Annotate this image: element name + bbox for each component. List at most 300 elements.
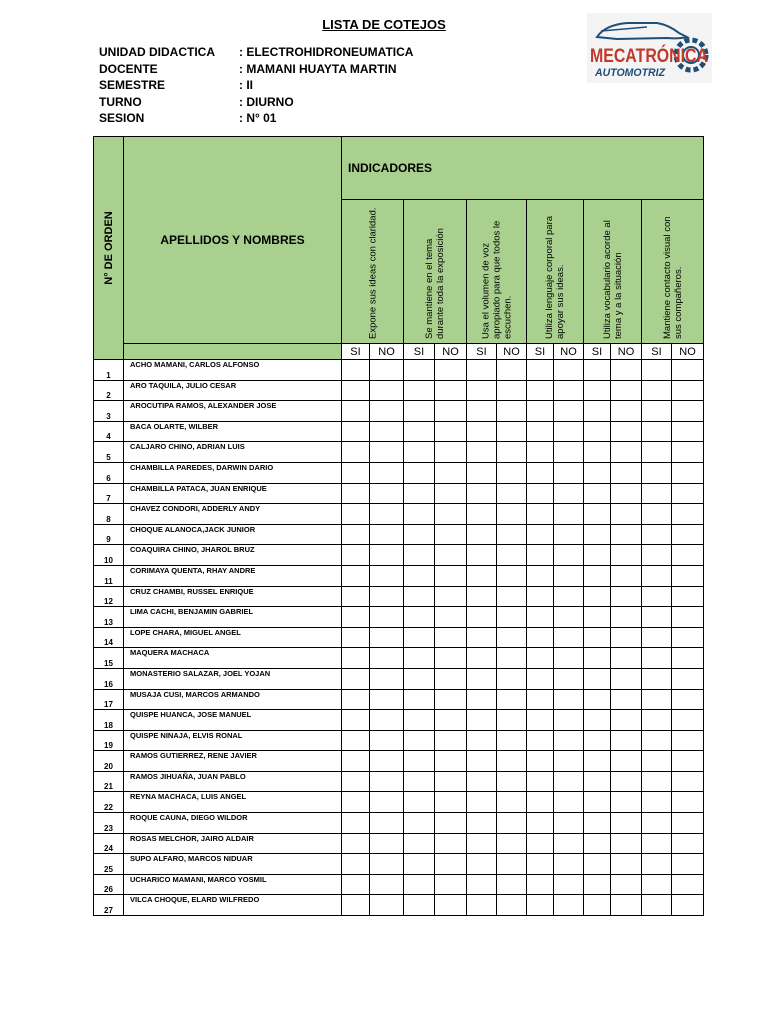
no-checkbox-cell[interactable] [611, 442, 642, 463]
no-checkbox-cell[interactable] [435, 833, 467, 854]
si-checkbox-cell[interactable] [642, 545, 672, 566]
no-checkbox-cell[interactable] [370, 668, 404, 689]
no-checkbox-cell[interactable] [554, 586, 584, 607]
no-checkbox-cell[interactable] [497, 607, 527, 628]
no-checkbox-cell[interactable] [672, 895, 704, 916]
no-checkbox-cell[interactable] [611, 689, 642, 710]
si-checkbox-cell[interactable] [584, 854, 611, 875]
si-checkbox-cell[interactable] [584, 813, 611, 834]
si-checkbox-cell[interactable] [584, 565, 611, 586]
si-checkbox-cell[interactable] [584, 627, 611, 648]
si-checkbox-cell[interactable] [642, 710, 672, 731]
si-checkbox-cell[interactable] [467, 710, 497, 731]
si-checkbox-cell[interactable] [642, 689, 672, 710]
no-checkbox-cell[interactable] [370, 504, 404, 525]
no-checkbox-cell[interactable] [435, 710, 467, 731]
si-checkbox-cell[interactable] [467, 607, 497, 628]
si-checkbox-cell[interactable] [467, 565, 497, 586]
no-checkbox-cell[interactable] [435, 730, 467, 751]
si-checkbox-cell[interactable] [342, 792, 370, 813]
si-checkbox-cell[interactable] [342, 627, 370, 648]
no-checkbox-cell[interactable] [554, 401, 584, 422]
si-checkbox-cell[interactable] [404, 854, 435, 875]
no-checkbox-cell[interactable] [497, 668, 527, 689]
no-checkbox-cell[interactable] [435, 648, 467, 669]
si-checkbox-cell[interactable] [404, 586, 435, 607]
no-checkbox-cell[interactable] [554, 462, 584, 483]
no-checkbox-cell[interactable] [554, 771, 584, 792]
no-checkbox-cell[interactable] [672, 730, 704, 751]
si-checkbox-cell[interactable] [527, 565, 554, 586]
si-checkbox-cell[interactable] [527, 710, 554, 731]
si-checkbox-cell[interactable] [527, 730, 554, 751]
si-checkbox-cell[interactable] [342, 689, 370, 710]
no-checkbox-cell[interactable] [370, 833, 404, 854]
si-checkbox-cell[interactable] [642, 483, 672, 504]
si-checkbox-cell[interactable] [467, 524, 497, 545]
si-checkbox-cell[interactable] [584, 751, 611, 772]
no-checkbox-cell[interactable] [370, 421, 404, 442]
si-checkbox-cell[interactable] [584, 442, 611, 463]
no-checkbox-cell[interactable] [554, 421, 584, 442]
si-checkbox-cell[interactable] [584, 771, 611, 792]
no-checkbox-cell[interactable] [672, 854, 704, 875]
no-checkbox-cell[interactable] [611, 813, 642, 834]
no-checkbox-cell[interactable] [611, 771, 642, 792]
si-checkbox-cell[interactable] [527, 751, 554, 772]
si-checkbox-cell[interactable] [467, 874, 497, 895]
no-checkbox-cell[interactable] [497, 524, 527, 545]
no-checkbox-cell[interactable] [611, 751, 642, 772]
no-checkbox-cell[interactable] [435, 668, 467, 689]
si-checkbox-cell[interactable] [342, 668, 370, 689]
si-checkbox-cell[interactable] [642, 813, 672, 834]
no-checkbox-cell[interactable] [497, 586, 527, 607]
no-checkbox-cell[interactable] [554, 689, 584, 710]
si-checkbox-cell[interactable] [584, 401, 611, 422]
no-checkbox-cell[interactable] [370, 360, 404, 381]
no-checkbox-cell[interactable] [672, 689, 704, 710]
no-checkbox-cell[interactable] [611, 854, 642, 875]
si-checkbox-cell[interactable] [467, 771, 497, 792]
si-checkbox-cell[interactable] [467, 792, 497, 813]
no-checkbox-cell[interactable] [554, 545, 584, 566]
si-checkbox-cell[interactable] [584, 895, 611, 916]
no-checkbox-cell[interactable] [370, 545, 404, 566]
no-checkbox-cell[interactable] [435, 813, 467, 834]
si-checkbox-cell[interactable] [342, 401, 370, 422]
si-checkbox-cell[interactable] [467, 545, 497, 566]
si-checkbox-cell[interactable] [404, 874, 435, 895]
no-checkbox-cell[interactable] [611, 710, 642, 731]
no-checkbox-cell[interactable] [672, 545, 704, 566]
si-checkbox-cell[interactable] [342, 874, 370, 895]
no-checkbox-cell[interactable] [672, 462, 704, 483]
si-checkbox-cell[interactable] [584, 483, 611, 504]
si-checkbox-cell[interactable] [642, 792, 672, 813]
si-checkbox-cell[interactable] [404, 730, 435, 751]
no-checkbox-cell[interactable] [435, 380, 467, 401]
no-checkbox-cell[interactable] [672, 627, 704, 648]
no-checkbox-cell[interactable] [554, 895, 584, 916]
si-checkbox-cell[interactable] [467, 401, 497, 422]
si-checkbox-cell[interactable] [467, 648, 497, 669]
no-checkbox-cell[interactable] [611, 421, 642, 442]
no-checkbox-cell[interactable] [672, 401, 704, 422]
si-checkbox-cell[interactable] [642, 648, 672, 669]
si-checkbox-cell[interactable] [584, 689, 611, 710]
no-checkbox-cell[interactable] [497, 421, 527, 442]
no-checkbox-cell[interactable] [435, 771, 467, 792]
si-checkbox-cell[interactable] [584, 524, 611, 545]
no-checkbox-cell[interactable] [672, 360, 704, 381]
si-checkbox-cell[interactable] [342, 565, 370, 586]
si-checkbox-cell[interactable] [404, 668, 435, 689]
si-checkbox-cell[interactable] [642, 442, 672, 463]
si-checkbox-cell[interactable] [404, 648, 435, 669]
si-checkbox-cell[interactable] [342, 380, 370, 401]
si-checkbox-cell[interactable] [342, 421, 370, 442]
no-checkbox-cell[interactable] [497, 401, 527, 422]
no-checkbox-cell[interactable] [554, 710, 584, 731]
no-checkbox-cell[interactable] [497, 483, 527, 504]
si-checkbox-cell[interactable] [404, 380, 435, 401]
no-checkbox-cell[interactable] [370, 627, 404, 648]
no-checkbox-cell[interactable] [435, 895, 467, 916]
no-checkbox-cell[interactable] [611, 360, 642, 381]
no-checkbox-cell[interactable] [611, 833, 642, 854]
no-checkbox-cell[interactable] [554, 751, 584, 772]
no-checkbox-cell[interactable] [554, 627, 584, 648]
no-checkbox-cell[interactable] [497, 627, 527, 648]
si-checkbox-cell[interactable] [527, 524, 554, 545]
si-checkbox-cell[interactable] [642, 586, 672, 607]
si-checkbox-cell[interactable] [404, 689, 435, 710]
no-checkbox-cell[interactable] [435, 874, 467, 895]
no-checkbox-cell[interactable] [497, 648, 527, 669]
si-checkbox-cell[interactable] [342, 648, 370, 669]
no-checkbox-cell[interactable] [611, 401, 642, 422]
si-checkbox-cell[interactable] [342, 483, 370, 504]
si-checkbox-cell[interactable] [584, 668, 611, 689]
no-checkbox-cell[interactable] [497, 730, 527, 751]
si-checkbox-cell[interactable] [642, 854, 672, 875]
si-checkbox-cell[interactable] [642, 771, 672, 792]
no-checkbox-cell[interactable] [672, 565, 704, 586]
si-checkbox-cell[interactable] [527, 627, 554, 648]
si-checkbox-cell[interactable] [584, 504, 611, 525]
no-checkbox-cell[interactable] [497, 792, 527, 813]
si-checkbox-cell[interactable] [467, 504, 497, 525]
si-checkbox-cell[interactable] [404, 360, 435, 381]
no-checkbox-cell[interactable] [497, 462, 527, 483]
si-checkbox-cell[interactable] [642, 401, 672, 422]
no-checkbox-cell[interactable] [370, 483, 404, 504]
si-checkbox-cell[interactable] [527, 689, 554, 710]
no-checkbox-cell[interactable] [672, 524, 704, 545]
no-checkbox-cell[interactable] [435, 401, 467, 422]
si-checkbox-cell[interactable] [342, 771, 370, 792]
si-checkbox-cell[interactable] [642, 421, 672, 442]
no-checkbox-cell[interactable] [611, 607, 642, 628]
no-checkbox-cell[interactable] [370, 771, 404, 792]
si-checkbox-cell[interactable] [467, 586, 497, 607]
no-checkbox-cell[interactable] [672, 607, 704, 628]
si-checkbox-cell[interactable] [342, 751, 370, 772]
no-checkbox-cell[interactable] [435, 607, 467, 628]
si-checkbox-cell[interactable] [467, 689, 497, 710]
no-checkbox-cell[interactable] [370, 524, 404, 545]
no-checkbox-cell[interactable] [370, 565, 404, 586]
no-checkbox-cell[interactable] [672, 421, 704, 442]
no-checkbox-cell[interactable] [611, 504, 642, 525]
si-checkbox-cell[interactable] [467, 483, 497, 504]
no-checkbox-cell[interactable] [370, 895, 404, 916]
si-checkbox-cell[interactable] [342, 607, 370, 628]
no-checkbox-cell[interactable] [497, 813, 527, 834]
si-checkbox-cell[interactable] [527, 483, 554, 504]
no-checkbox-cell[interactable] [611, 483, 642, 504]
no-checkbox-cell[interactable] [672, 442, 704, 463]
no-checkbox-cell[interactable] [554, 607, 584, 628]
si-checkbox-cell[interactable] [342, 462, 370, 483]
no-checkbox-cell[interactable] [554, 833, 584, 854]
no-checkbox-cell[interactable] [497, 442, 527, 463]
si-checkbox-cell[interactable] [584, 648, 611, 669]
si-checkbox-cell[interactable] [527, 668, 554, 689]
si-checkbox-cell[interactable] [342, 854, 370, 875]
si-checkbox-cell[interactable] [642, 668, 672, 689]
no-checkbox-cell[interactable] [672, 648, 704, 669]
si-checkbox-cell[interactable] [467, 813, 497, 834]
si-checkbox-cell[interactable] [467, 462, 497, 483]
no-checkbox-cell[interactable] [611, 462, 642, 483]
no-checkbox-cell[interactable] [497, 874, 527, 895]
si-checkbox-cell[interactable] [404, 833, 435, 854]
si-checkbox-cell[interactable] [342, 586, 370, 607]
no-checkbox-cell[interactable] [497, 689, 527, 710]
si-checkbox-cell[interactable] [404, 607, 435, 628]
si-checkbox-cell[interactable] [404, 462, 435, 483]
no-checkbox-cell[interactable] [611, 565, 642, 586]
no-checkbox-cell[interactable] [370, 730, 404, 751]
no-checkbox-cell[interactable] [554, 668, 584, 689]
no-checkbox-cell[interactable] [672, 833, 704, 854]
si-checkbox-cell[interactable] [404, 895, 435, 916]
si-checkbox-cell[interactable] [342, 833, 370, 854]
si-checkbox-cell[interactable] [527, 360, 554, 381]
si-checkbox-cell[interactable] [527, 648, 554, 669]
no-checkbox-cell[interactable] [611, 524, 642, 545]
si-checkbox-cell[interactable] [467, 421, 497, 442]
si-checkbox-cell[interactable] [404, 421, 435, 442]
si-checkbox-cell[interactable] [527, 833, 554, 854]
no-checkbox-cell[interactable] [370, 854, 404, 875]
si-checkbox-cell[interactable] [527, 895, 554, 916]
no-checkbox-cell[interactable] [497, 710, 527, 731]
no-checkbox-cell[interactable] [554, 380, 584, 401]
si-checkbox-cell[interactable] [642, 833, 672, 854]
si-checkbox-cell[interactable] [404, 813, 435, 834]
no-checkbox-cell[interactable] [497, 565, 527, 586]
no-checkbox-cell[interactable] [554, 854, 584, 875]
no-checkbox-cell[interactable] [611, 545, 642, 566]
si-checkbox-cell[interactable] [584, 586, 611, 607]
si-checkbox-cell[interactable] [527, 607, 554, 628]
si-checkbox-cell[interactable] [527, 462, 554, 483]
no-checkbox-cell[interactable] [497, 895, 527, 916]
si-checkbox-cell[interactable] [584, 545, 611, 566]
no-checkbox-cell[interactable] [672, 380, 704, 401]
no-checkbox-cell[interactable] [370, 586, 404, 607]
si-checkbox-cell[interactable] [342, 360, 370, 381]
si-checkbox-cell[interactable] [404, 524, 435, 545]
si-checkbox-cell[interactable] [642, 874, 672, 895]
no-checkbox-cell[interactable] [554, 792, 584, 813]
no-checkbox-cell[interactable] [497, 504, 527, 525]
no-checkbox-cell[interactable] [370, 874, 404, 895]
no-checkbox-cell[interactable] [370, 380, 404, 401]
no-checkbox-cell[interactable] [435, 792, 467, 813]
no-checkbox-cell[interactable] [497, 833, 527, 854]
si-checkbox-cell[interactable] [584, 730, 611, 751]
si-checkbox-cell[interactable] [342, 442, 370, 463]
si-checkbox-cell[interactable] [527, 421, 554, 442]
si-checkbox-cell[interactable] [404, 545, 435, 566]
no-checkbox-cell[interactable] [672, 792, 704, 813]
si-checkbox-cell[interactable] [642, 565, 672, 586]
no-checkbox-cell[interactable] [497, 545, 527, 566]
no-checkbox-cell[interactable] [435, 360, 467, 381]
no-checkbox-cell[interactable] [435, 689, 467, 710]
no-checkbox-cell[interactable] [554, 874, 584, 895]
no-checkbox-cell[interactable] [554, 524, 584, 545]
si-checkbox-cell[interactable] [404, 401, 435, 422]
si-checkbox-cell[interactable] [527, 545, 554, 566]
no-checkbox-cell[interactable] [370, 792, 404, 813]
no-checkbox-cell[interactable] [611, 792, 642, 813]
no-checkbox-cell[interactable] [497, 360, 527, 381]
si-checkbox-cell[interactable] [404, 565, 435, 586]
si-checkbox-cell[interactable] [527, 771, 554, 792]
no-checkbox-cell[interactable] [435, 545, 467, 566]
no-checkbox-cell[interactable] [497, 771, 527, 792]
no-checkbox-cell[interactable] [554, 648, 584, 669]
si-checkbox-cell[interactable] [404, 504, 435, 525]
si-checkbox-cell[interactable] [527, 401, 554, 422]
si-checkbox-cell[interactable] [584, 462, 611, 483]
si-checkbox-cell[interactable] [584, 380, 611, 401]
no-checkbox-cell[interactable] [672, 751, 704, 772]
si-checkbox-cell[interactable] [342, 813, 370, 834]
no-checkbox-cell[interactable] [435, 524, 467, 545]
si-checkbox-cell[interactable] [642, 504, 672, 525]
si-checkbox-cell[interactable] [584, 421, 611, 442]
no-checkbox-cell[interactable] [370, 442, 404, 463]
no-checkbox-cell[interactable] [370, 710, 404, 731]
si-checkbox-cell[interactable] [527, 586, 554, 607]
si-checkbox-cell[interactable] [404, 442, 435, 463]
si-checkbox-cell[interactable] [527, 874, 554, 895]
no-checkbox-cell[interactable] [611, 874, 642, 895]
no-checkbox-cell[interactable] [370, 607, 404, 628]
no-checkbox-cell[interactable] [672, 771, 704, 792]
no-checkbox-cell[interactable] [435, 751, 467, 772]
no-checkbox-cell[interactable] [554, 565, 584, 586]
no-checkbox-cell[interactable] [611, 648, 642, 669]
no-checkbox-cell[interactable] [672, 483, 704, 504]
si-checkbox-cell[interactable] [404, 751, 435, 772]
no-checkbox-cell[interactable] [611, 586, 642, 607]
si-checkbox-cell[interactable] [342, 895, 370, 916]
si-checkbox-cell[interactable] [342, 524, 370, 545]
si-checkbox-cell[interactable] [527, 380, 554, 401]
si-checkbox-cell[interactable] [527, 504, 554, 525]
no-checkbox-cell[interactable] [370, 462, 404, 483]
no-checkbox-cell[interactable] [554, 442, 584, 463]
no-checkbox-cell[interactable] [435, 504, 467, 525]
si-checkbox-cell[interactable] [642, 360, 672, 381]
si-checkbox-cell[interactable] [404, 710, 435, 731]
no-checkbox-cell[interactable] [554, 730, 584, 751]
si-checkbox-cell[interactable] [467, 668, 497, 689]
si-checkbox-cell[interactable] [642, 462, 672, 483]
si-checkbox-cell[interactable] [467, 833, 497, 854]
no-checkbox-cell[interactable] [554, 360, 584, 381]
si-checkbox-cell[interactable] [642, 895, 672, 916]
si-checkbox-cell[interactable] [527, 854, 554, 875]
si-checkbox-cell[interactable] [642, 607, 672, 628]
no-checkbox-cell[interactable] [611, 668, 642, 689]
si-checkbox-cell[interactable] [342, 504, 370, 525]
si-checkbox-cell[interactable] [642, 627, 672, 648]
no-checkbox-cell[interactable] [370, 751, 404, 772]
no-checkbox-cell[interactable] [554, 504, 584, 525]
no-checkbox-cell[interactable] [370, 648, 404, 669]
si-checkbox-cell[interactable] [527, 792, 554, 813]
no-checkbox-cell[interactable] [554, 813, 584, 834]
no-checkbox-cell[interactable] [435, 586, 467, 607]
si-checkbox-cell[interactable] [467, 380, 497, 401]
si-checkbox-cell[interactable] [404, 483, 435, 504]
si-checkbox-cell[interactable] [527, 813, 554, 834]
si-checkbox-cell[interactable] [404, 771, 435, 792]
si-checkbox-cell[interactable] [642, 380, 672, 401]
si-checkbox-cell[interactable] [342, 730, 370, 751]
no-checkbox-cell[interactable] [435, 442, 467, 463]
si-checkbox-cell[interactable] [342, 545, 370, 566]
si-checkbox-cell[interactable] [584, 607, 611, 628]
no-checkbox-cell[interactable] [370, 401, 404, 422]
no-checkbox-cell[interactable] [497, 380, 527, 401]
no-checkbox-cell[interactable] [611, 730, 642, 751]
si-checkbox-cell[interactable] [467, 360, 497, 381]
no-checkbox-cell[interactable] [435, 565, 467, 586]
no-checkbox-cell[interactable] [611, 380, 642, 401]
no-checkbox-cell[interactable] [370, 689, 404, 710]
no-checkbox-cell[interactable] [497, 854, 527, 875]
no-checkbox-cell[interactable] [370, 813, 404, 834]
si-checkbox-cell[interactable] [642, 751, 672, 772]
no-checkbox-cell[interactable] [672, 813, 704, 834]
si-checkbox-cell[interactable] [467, 730, 497, 751]
si-checkbox-cell[interactable] [584, 833, 611, 854]
no-checkbox-cell[interactable] [435, 421, 467, 442]
si-checkbox-cell[interactable] [467, 751, 497, 772]
no-checkbox-cell[interactable] [611, 895, 642, 916]
si-checkbox-cell[interactable] [404, 627, 435, 648]
no-checkbox-cell[interactable] [435, 854, 467, 875]
